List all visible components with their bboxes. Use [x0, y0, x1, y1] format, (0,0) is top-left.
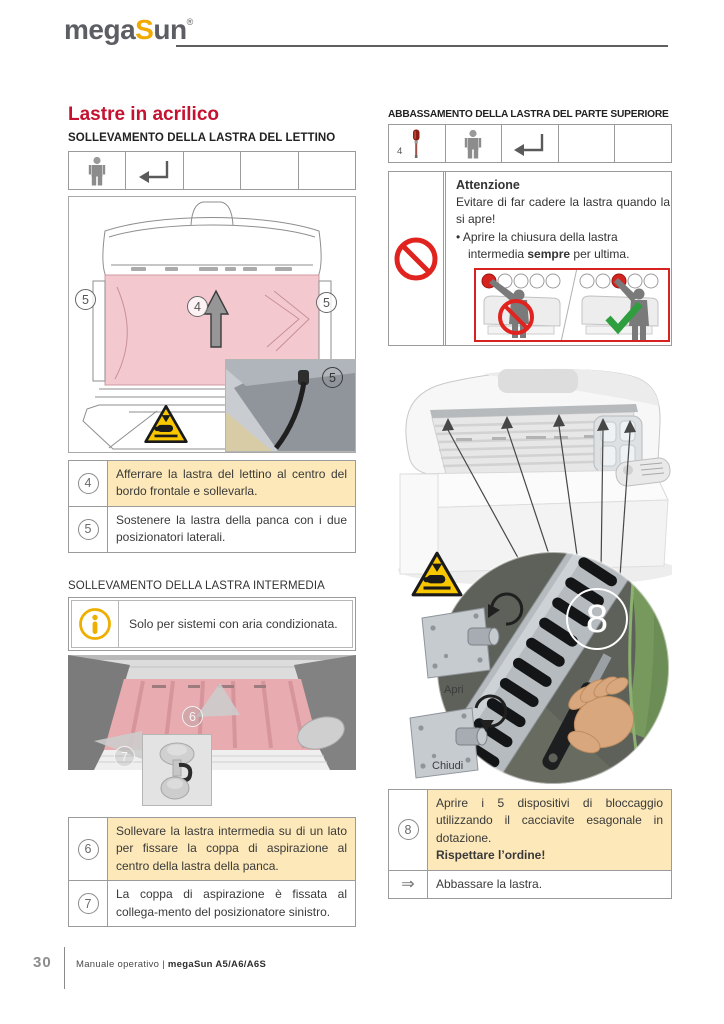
- prohibition-icon: [389, 172, 446, 345]
- step-number: 6: [78, 839, 99, 860]
- registered-mark: ®: [186, 17, 193, 27]
- strip-cell: [69, 152, 126, 189]
- callout-5-right: 5: [316, 292, 337, 313]
- attention-text: Evitare di far cadere la lastra quando la si apre!: [456, 195, 670, 227]
- step-number-cell: [69, 818, 108, 880]
- strip-cell-empty: [559, 125, 616, 162]
- double-arrow-icon: ⇒: [401, 876, 415, 894]
- step-number-cell: [69, 507, 108, 552]
- callout-6: 6: [182, 706, 203, 727]
- step-number: 7: [78, 893, 99, 914]
- lettino-steps-table: [68, 460, 356, 553]
- step-number-cell: [69, 881, 108, 926]
- operator-person-icon: [86, 156, 108, 186]
- bullet-text: • Aprire la chiusura della lastra intermedia: [456, 230, 618, 262]
- header-rule: [176, 45, 668, 47]
- bullet-bold: sempre: [527, 247, 571, 262]
- lettino-diagram: [68, 196, 356, 453]
- section-heading-intermedia: SOLLEVAMENTO DELLA LASTRA INTERMEDIA: [68, 580, 325, 592]
- bullet-text-end: per ultima.: [570, 247, 630, 262]
- step-number: 4: [78, 473, 99, 494]
- megasun-logo: [64, 14, 193, 46]
- hex-screwdriver-icon: [409, 128, 424, 159]
- return-arrow-icon: [512, 131, 548, 157]
- info-box: [68, 597, 356, 651]
- page-title: Lastre in acrilico: [68, 104, 220, 125]
- step-text: Abbassare la lastra.: [436, 876, 543, 891]
- step-text: La coppa di aspirazione è fissata al collega-mento del posizionatore sinistro.: [116, 887, 347, 919]
- attention-body: [446, 172, 679, 345]
- step8-emphasis: Rispettare l’ordine!: [436, 848, 546, 863]
- strip-cell: [446, 125, 503, 162]
- hand-crush-warning-icon: [410, 550, 464, 603]
- footer-manual-model: megaSun A5/A6/A6S: [167, 959, 267, 970]
- step-row: [389, 790, 671, 870]
- order-warning-image: [474, 268, 670, 342]
- tool-quantity: 4: [397, 146, 403, 157]
- strip-cell-empty: [615, 125, 671, 162]
- attention-bullet: [456, 229, 670, 263]
- step-row: [69, 506, 355, 552]
- attention-box: [388, 171, 672, 346]
- footer-manual-label: Manuale operativo |: [76, 959, 168, 970]
- strip-cell: [126, 152, 183, 189]
- strip-cell: [502, 125, 559, 162]
- section-heading-abbassamento: ABBASSAMENTO DELLA LASTRA DEL PARTE SUPERIORE: [388, 109, 669, 120]
- callout-7: 7: [114, 746, 135, 767]
- callout-5-left: 5: [75, 289, 96, 310]
- attention-title: Attenzione: [456, 178, 520, 192]
- step-number: 8: [398, 819, 419, 840]
- step-text: Sollevare la lastra intermedia su di un lato per fissare la coppa di aspirazione al centro della lastra della panca.: [108, 818, 355, 880]
- intermedia-photo: [68, 655, 356, 808]
- strip-cell-empty: [241, 152, 298, 189]
- callout-5-inset: 5: [322, 367, 343, 388]
- info-icon: [72, 601, 119, 647]
- strip-cell-empty: [299, 152, 355, 189]
- logo-text-un: un: [153, 14, 187, 45]
- info-note: Solo per sistemi con aria condizionata.: [129, 617, 338, 631]
- open-label: Apri: [444, 684, 464, 696]
- step-arrow-cell: [389, 871, 428, 898]
- step-row: [69, 461, 355, 506]
- step-row: [69, 818, 355, 880]
- hand-crush-warning-icon: [143, 403, 189, 450]
- footer-text: [76, 959, 266, 970]
- positioner-detail-photo: [225, 359, 356, 452]
- close-label: Chiudi: [432, 760, 464, 772]
- page-number: 30: [33, 954, 52, 971]
- suction-cup-photo: [142, 734, 212, 806]
- callout-4: 4: [187, 296, 208, 317]
- step-row: [389, 870, 671, 898]
- logo-text-mega: mega: [64, 14, 136, 45]
- strip-cell-empty: [184, 152, 241, 189]
- intermedia-photo-svg: [68, 655, 356, 770]
- abbassamento-steps-table: [388, 789, 672, 899]
- section-heading-lettino: SOLLEVAMENTO DELLA LASTRA DEL LETTINO: [68, 132, 336, 144]
- logo-text-s: S: [135, 14, 154, 45]
- step-text: Afferrare la lastra del lettino al centro del bordo frontale e sollevarla.: [108, 461, 355, 506]
- return-arrow-icon: [137, 158, 173, 184]
- step-row: [69, 880, 355, 926]
- step-number: 5: [78, 519, 99, 540]
- step-text: [428, 790, 671, 870]
- callout-8: 8: [566, 588, 628, 650]
- step-number-cell: [69, 461, 108, 506]
- step8-text: Aprire i 5 dispositivi di bloccaggio utilizzando il cacciavite esagonale in dotazione.: [436, 796, 663, 845]
- abbassamento-icon-strip: [388, 124, 672, 163]
- intermedia-steps-table: [68, 817, 356, 927]
- upper-canopy-photo: [388, 360, 672, 786]
- step-text: Sostenere la lastra della panca con i due posizionatori laterali.: [116, 512, 347, 545]
- step-number-cell: [389, 790, 428, 870]
- operator-person-icon: [462, 129, 484, 159]
- lettino-icon-strip: [68, 151, 356, 190]
- strip-cell: [389, 125, 446, 162]
- footer-divider: [64, 947, 65, 989]
